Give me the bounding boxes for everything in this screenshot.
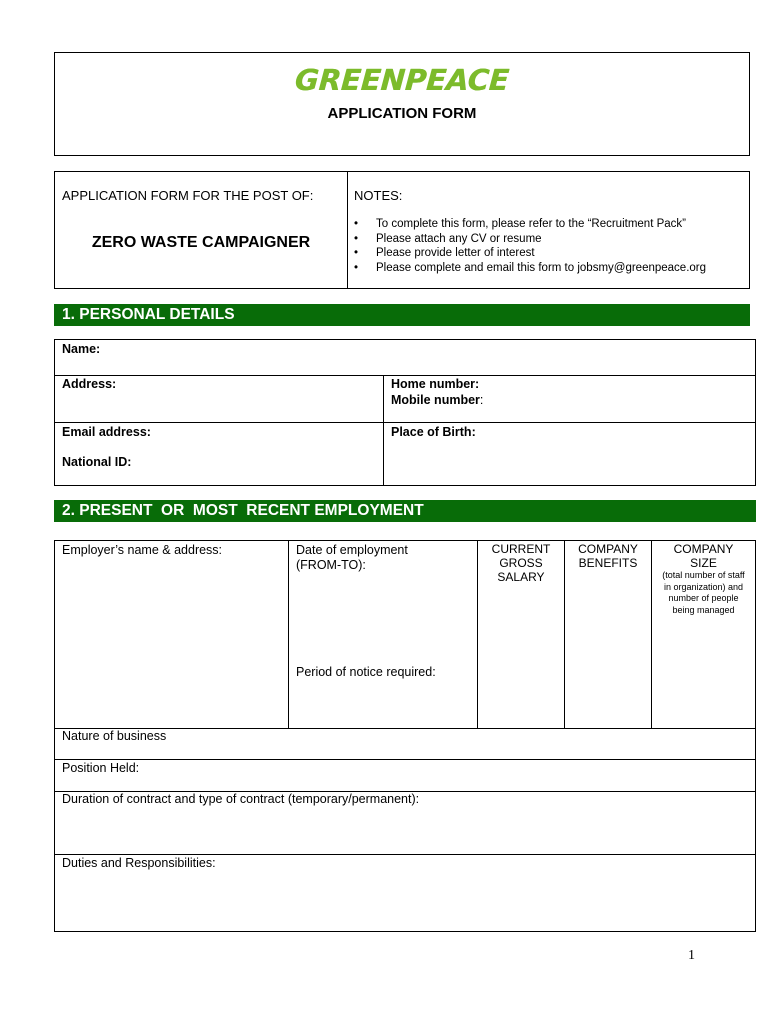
size-header-line: SIZE	[690, 556, 717, 570]
note-item: • To complete this form, please refer to the “Recruitment Pack”	[354, 217, 744, 232]
post-title: ZERO WASTE CAMPAIGNER	[91, 234, 311, 251]
company-size-column-header[interactable]	[652, 542, 755, 616]
place-of-birth-field-label[interactable]: Place of Birth:	[391, 425, 476, 439]
divider	[55, 422, 755, 423]
benefits-header-line: COMPANY	[578, 542, 638, 556]
form-header	[54, 52, 750, 156]
mobile-number-field-label: Mobile number	[391, 393, 480, 407]
divider	[55, 375, 755, 376]
section-heading-personal-details: 1. PERSONAL DETAILS	[54, 304, 750, 326]
post-table	[54, 171, 750, 289]
benefits-column-header[interactable]	[565, 542, 651, 570]
greenpeace-logo: GREENPEACE	[293, 63, 511, 97]
duties-label[interactable]: Duties and Responsibilities:	[62, 856, 216, 870]
notes-list	[354, 217, 744, 275]
divider	[288, 541, 289, 728]
home-number-field-label[interactable]: Home number:	[391, 377, 480, 391]
benefits-header-line: BENEFITS	[578, 556, 638, 570]
section-heading-employment: 2. PRESENT OR MOST RECENT EMPLOYMENT	[54, 500, 756, 522]
post-label: APPLICATION FORM FOR THE POST OF:	[62, 188, 314, 203]
date-of-employment-label[interactable]: Date of employment	[296, 543, 408, 557]
name-field-label[interactable]: Name:	[62, 342, 101, 356]
employer-field-label[interactable]: Employer’s name & address:	[62, 543, 223, 557]
note-item: • Please complete and email this form to jobsmy@greenpeace.org	[354, 261, 744, 276]
divider	[55, 854, 755, 855]
employment-table	[54, 540, 756, 932]
page-number: 1	[688, 948, 695, 963]
email-field-label[interactable]: Email address:	[62, 425, 151, 439]
date-range-label: (FROM-TO):	[296, 558, 366, 572]
divider	[55, 759, 755, 760]
salary-header-line: CURRENT	[491, 542, 551, 556]
contract-duration-label[interactable]: Duration of contract and type of contract (temporary/permanent):	[62, 792, 420, 806]
note-item: • Please provide letter of interest	[354, 246, 744, 261]
divider	[347, 172, 348, 288]
note-item: • Please attach any CV or resume	[354, 232, 744, 247]
salary-column-header[interactable]	[478, 542, 564, 584]
size-header-note: (total number of staff in organization) and number of people being managed	[662, 570, 745, 615]
personal-details-table	[54, 339, 756, 486]
notes-label: NOTES:	[354, 188, 403, 203]
mobile-number-field[interactable]	[391, 393, 483, 407]
salary-header-line: GROSS	[499, 556, 543, 570]
address-field-label[interactable]: Address:	[62, 377, 117, 391]
notice-period-label[interactable]: Period of notice required:	[296, 665, 436, 679]
position-held-label[interactable]: Position Held:	[62, 761, 140, 775]
nature-of-business-label[interactable]: Nature of business	[62, 729, 167, 743]
page-title: APPLICATION FORM	[327, 105, 477, 122]
national-id-field-label[interactable]: National ID:	[62, 455, 132, 469]
salary-header-line: SALARY	[497, 570, 545, 584]
divider	[383, 375, 384, 485]
size-header-line: COMPANY	[673, 542, 734, 556]
mobile-colon: :	[479, 393, 484, 407]
